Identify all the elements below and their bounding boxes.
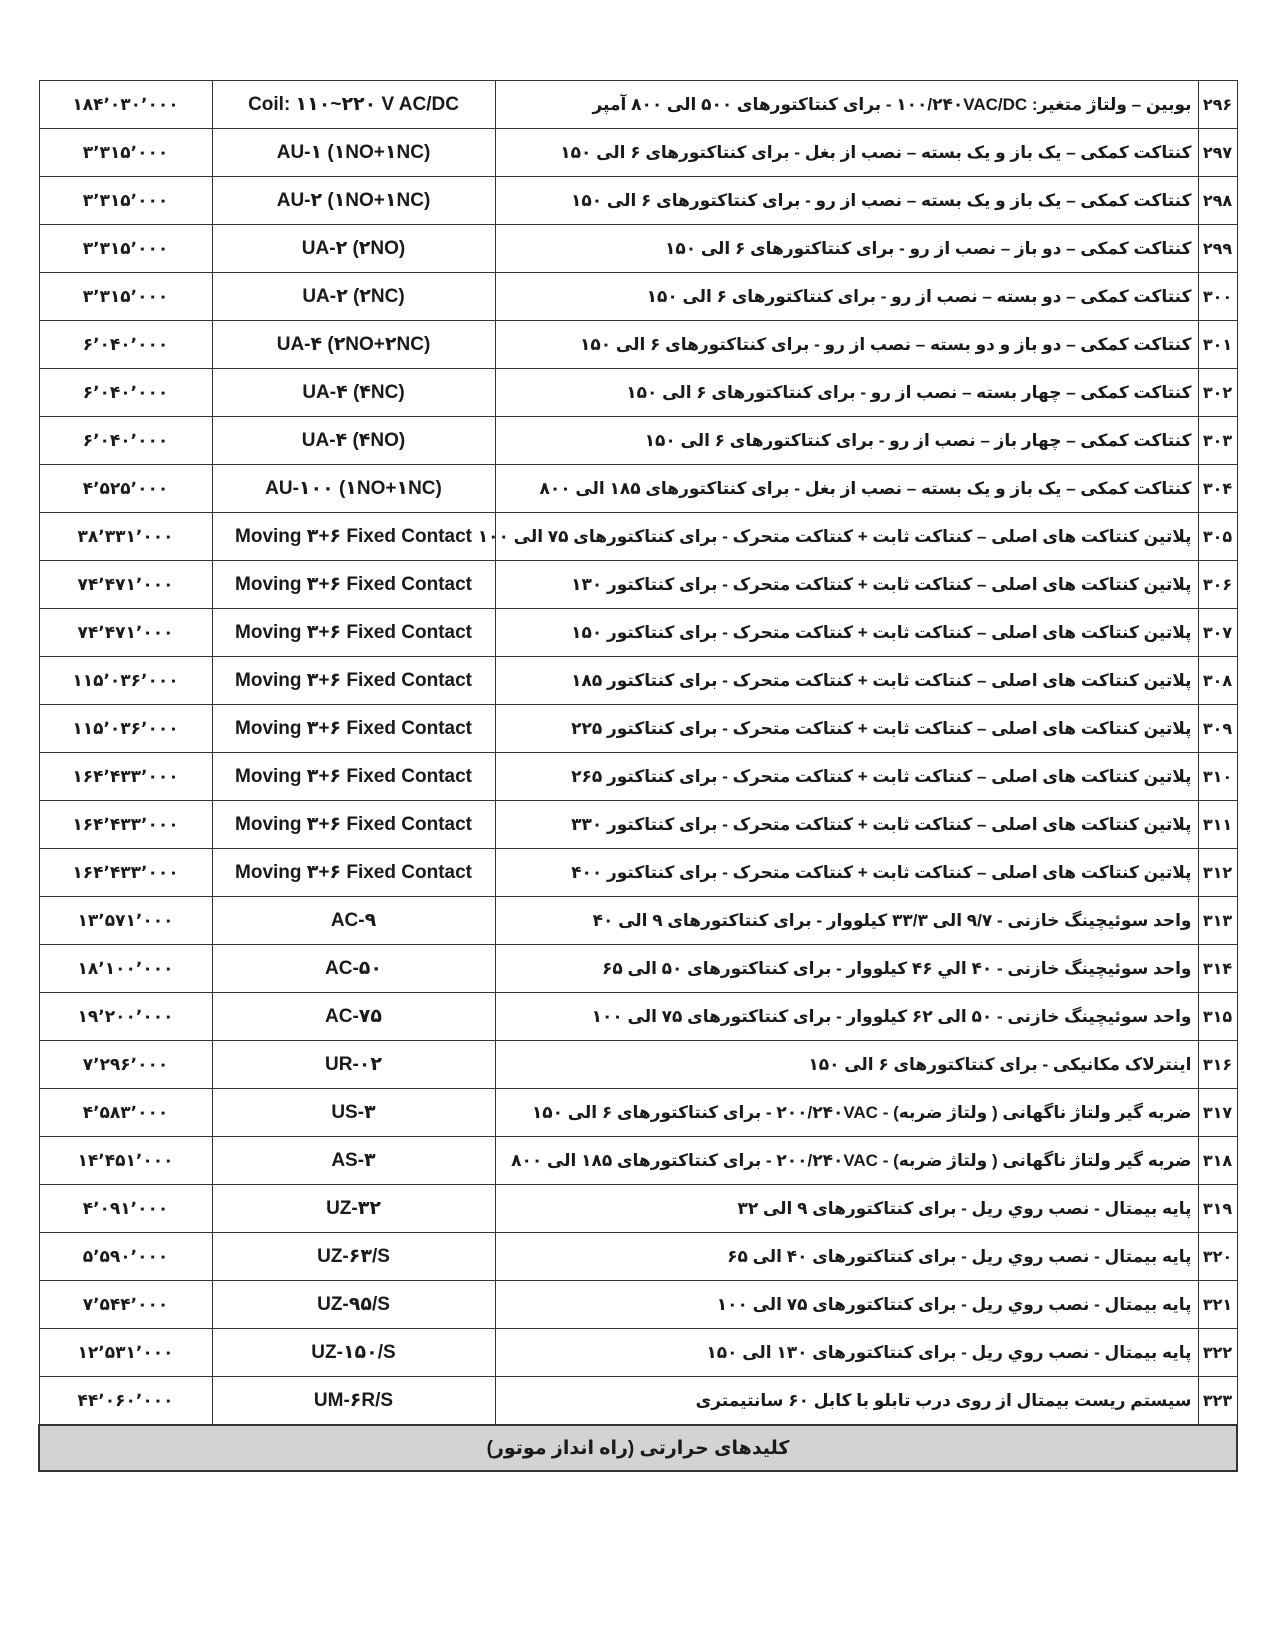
model-cell: Moving ۳+۶ Fixed Contact [212,801,495,849]
description-cell: پایه بیمتال - نصب روي ريل - برای کنتاکتورهای ۴۰ الی ۶۵ [495,1233,1198,1281]
description-cell: پلاتین کنتاکت های اصلی – کنتاکت ثابت + کنتاکت متحرک - برای کنتاکتور ۲۲۵ [495,705,1198,753]
table-row [39,1041,1237,1089]
model-cell: AC-۷۵ [212,993,495,1041]
row-number-cell: ۳۰۷ [1198,609,1237,657]
description-cell: سیستم ریست بیمتال از روی درب تابلو با کابل ۶۰ سانتیمتری [495,1377,1198,1426]
description-cell: کنتاکت کمکی – دو باز و دو بسته – نصب از رو - برای کنتاکتورهای ۶ الی ۱۵۰ [495,321,1198,369]
model-cell: UZ-۱۵۰/S [212,1329,495,1377]
table-row [39,1137,1237,1185]
description-cell: واحد سوئیچینگ خازنی - ۹/۷ الی ۳۳/۳ کیلووار - برای کنتاکتورهای ۹ الی ۴۰ [495,897,1198,945]
price-cell: ۱۶۴٬۴۳۳٬۰۰۰ [39,753,212,801]
row-number-cell: ۳۱۹ [1198,1185,1237,1233]
model-cell: Moving ۳+۶ Fixed Contact [212,561,495,609]
model-cell: Moving ۳+۶ Fixed Contact [212,753,495,801]
price-cell: ۴۴٬۰۶۰٬۰۰۰ [39,1377,212,1426]
row-number-cell: ۳۱۰ [1198,753,1237,801]
table-row [39,753,1237,801]
row-number-cell: ۳۱۸ [1198,1137,1237,1185]
table-row [39,609,1237,657]
price-cell: ۶٬۰۴۰٬۰۰۰ [39,321,212,369]
model-cell: UR-۰۲ [212,1041,495,1089]
table-row [39,1329,1237,1377]
section-header-row [39,1425,1237,1471]
model-cell: UA-۴ (۴NC) [212,369,495,417]
price-cell: ۱۶۴٬۴۳۳٬۰۰۰ [39,801,212,849]
description-cell: پلاتین کنتاکت های اصلی – کنتاکت ثابت + کنتاکت متحرک - برای کنتاکتور ۱۸۵ [495,657,1198,705]
description-cell: پلاتین کنتاکت های اصلی – کنتاکت ثابت + کنتاکت متحرک - برای کنتاکتور ۲۶۵ [495,753,1198,801]
model-cell: UA-۴ (۴NO) [212,417,495,465]
model-cell: UM-۶R/S [212,1377,495,1426]
table-row [39,129,1237,177]
description-cell: کنتاکت کمکی – چهار بسته – نصب از رو - برای کنتاکتورهای ۶ الی ۱۵۰ [495,369,1198,417]
price-cell: ۱۴٬۴۵۱٬۰۰۰ [39,1137,212,1185]
description-cell: پلاتین کنتاکت های اصلی – کنتاکت ثابت + کنتاکت متحرک - برای کنتاکتورهای ۷۵ الی ۱۰۰ [495,513,1198,561]
price-cell: ۱۹٬۲۰۰٬۰۰۰ [39,993,212,1041]
price-cell: ۷٬۵۴۴٬۰۰۰ [39,1281,212,1329]
model-cell: Moving ۳+۶ Fixed Contact [212,609,495,657]
model-cell: Coil: ۱۱۰~۲۲۰ V AC/DC [212,81,495,129]
row-number-cell: ۲۹۸ [1198,177,1237,225]
model-cell: UZ-۳۲ [212,1185,495,1233]
price-cell: ۴٬۰۹۱٬۰۰۰ [39,1185,212,1233]
price-cell: ۵٬۵۹۰٬۰۰۰ [39,1233,212,1281]
description-cell: واحد سوئیچینگ خازنی - ۴۰ الي ۴۶ کیلووار - برای کنتاکتورهای ۵۰ الی ۶۵ [495,945,1198,993]
row-number-cell: ۲۹۶ [1198,81,1237,129]
table-row [39,993,1237,1041]
row-number-cell: ۳۱۴ [1198,945,1237,993]
row-number-cell: ۳۱۷ [1198,1089,1237,1137]
description-cell: پلاتین کنتاکت های اصلی – کنتاکت ثابت + کنتاکت متحرک - برای کنتاکتور ۱۳۰ [495,561,1198,609]
price-table [38,80,1238,1472]
price-cell: ۱۸٬۱۰۰٬۰۰۰ [39,945,212,993]
row-number-cell: ۳۰۳ [1198,417,1237,465]
table-row [39,945,1237,993]
price-cell: ۷۴٬۴۷۱٬۰۰۰ [39,609,212,657]
section-title: کلیدهای حرارتی (راه انداز موتور) [39,1425,1237,1471]
row-number-cell: ۳۰۸ [1198,657,1237,705]
model-cell: Moving ۳+۶ Fixed Contact [212,513,495,561]
row-number-cell: ۳۰۰ [1198,273,1237,321]
model-cell: US-۳ [212,1089,495,1137]
row-number-cell: ۳۰۶ [1198,561,1237,609]
description-cell: اینترلاک مکانیکی - برای کنتاکتورهای ۶ الی ۱۵۰ [495,1041,1198,1089]
table-row [39,1089,1237,1137]
table-row [39,369,1237,417]
description-cell: پلاتین کنتاکت های اصلی – کنتاکت ثابت + کنتاکت متحرک - برای کنتاکتور ۱۵۰ [495,609,1198,657]
model-cell: AS-۳ [212,1137,495,1185]
table-row [39,177,1237,225]
description-cell: ضربه گیر ولتاژ ناگهانی ( ولتاژ ضربه) - ۲۰۰/۲۴۰VAC - برای کنتاکتورهای ۶ الی ۱۵۰ [495,1089,1198,1137]
table-row [39,1377,1237,1426]
model-cell: Moving ۳+۶ Fixed Contact [212,705,495,753]
price-cell: ۱۲٬۵۳۱٬۰۰۰ [39,1329,212,1377]
description-cell: پایه بیمتال - نصب روي ريل - برای کنتاکتورهای ۱۳۰ الی ۱۵۰ [495,1329,1198,1377]
description-cell: ضربه گیر ولتاژ ناگهانی ( ولتاژ ضربه) - ۲۰۰/۲۴۰VAC - برای کنتاکتورهای ۱۸۵ الی ۸۰۰ [495,1137,1198,1185]
price-cell: ۷٬۲۹۶٬۰۰۰ [39,1041,212,1089]
model-cell: UZ-۶۳/S [212,1233,495,1281]
model-cell: AU-۲ (۱NO+۱NC) [212,177,495,225]
row-number-cell: ۳۰۵ [1198,513,1237,561]
table-row [39,417,1237,465]
description-cell: پایه بیمتال - نصب روي ريل - برای کنتاکتورهای ۹ الی ۳۲ [495,1185,1198,1233]
table-row [39,465,1237,513]
price-cell: ۶٬۰۴۰٬۰۰۰ [39,417,212,465]
table-row [39,801,1237,849]
row-number-cell: ۲۹۷ [1198,129,1237,177]
description-cell: کنتاکت کمکی – یک باز و یک بسته – نصب از بغل - برای کنتاکتورهای ۱۸۵ الی ۸۰۰ [495,465,1198,513]
row-number-cell: ۳۲۳ [1198,1377,1237,1426]
description-cell: پایه بیمتال - نصب روي ريل - برای کنتاکتورهای ۷۵ الی ۱۰۰ [495,1281,1198,1329]
row-number-cell: ۳۲۲ [1198,1329,1237,1377]
table-row [39,897,1237,945]
model-cell: AC-۵۰ [212,945,495,993]
row-number-cell: ۳۲۱ [1198,1281,1237,1329]
table-row [39,705,1237,753]
table-row [39,561,1237,609]
price-table-body [39,81,1237,1426]
row-number-cell: ۳۱۶ [1198,1041,1237,1089]
price-cell: ۳٬۳۱۵٬۰۰۰ [39,273,212,321]
description-cell: بوبین – ولتاژ متغیر: ۱۰۰/۲۴۰VAC/DC - برای کنتاکتورهای ۵۰۰ الی ۸۰۰ آمپر [495,81,1198,129]
row-number-cell: ۳۱۵ [1198,993,1237,1041]
description-cell: پلاتین کنتاکت های اصلی – کنتاکت ثابت + کنتاکت متحرک - برای کنتاکتور ۴۰۰ [495,849,1198,897]
row-number-cell: ۳۱۲ [1198,849,1237,897]
model-cell: UZ-۹۵/S [212,1281,495,1329]
price-cell: ۳٬۳۱۵٬۰۰۰ [39,177,212,225]
price-cell: ۱۱۵٬۰۳۶٬۰۰۰ [39,657,212,705]
price-cell: ۴٬۵۸۳٬۰۰۰ [39,1089,212,1137]
table-row [39,225,1237,273]
row-number-cell: ۳۰۲ [1198,369,1237,417]
row-number-cell: ۳۰۴ [1198,465,1237,513]
model-cell: UA-۲ (۲NC) [212,273,495,321]
row-number-cell: ۳۲۰ [1198,1233,1237,1281]
row-number-cell: ۳۰۹ [1198,705,1237,753]
table-row [39,321,1237,369]
description-cell: کنتاکت کمکی – دو بسته – نصب از رو - برای کنتاکتورهای ۶ الی ۱۵۰ [495,273,1198,321]
model-cell: UA-۲ (۲NO) [212,225,495,273]
table-row [39,273,1237,321]
description-cell: کنتاکت کمکی – دو باز – نصب از رو - برای کنتاکتورهای ۶ الی ۱۵۰ [495,225,1198,273]
price-cell: ۳۸٬۳۳۱٬۰۰۰ [39,513,212,561]
description-cell: واحد سوئیچینگ خازنی - ۵۰ الی ۶۲ کیلووار - برای کنتاکتورهای ۷۵ الی ۱۰۰ [495,993,1198,1041]
table-row [39,1185,1237,1233]
model-cell: Moving ۳+۶ Fixed Contact [212,849,495,897]
price-cell: ۷۴٬۴۷۱٬۰۰۰ [39,561,212,609]
price-cell: ۱۱۵٬۰۳۶٬۰۰۰ [39,705,212,753]
table-row [39,513,1237,561]
price-cell: ۱۳٬۵۷۱٬۰۰۰ [39,897,212,945]
row-number-cell: ۳۱۱ [1198,801,1237,849]
model-cell: Moving ۳+۶ Fixed Contact [212,657,495,705]
price-cell: ۳٬۳۱۵٬۰۰۰ [39,129,212,177]
price-cell: ۳٬۳۱۵٬۰۰۰ [39,225,212,273]
description-cell: کنتاکت کمکی – یک باز و یک بسته – نصب از رو - برای کنتاکتورهای ۶ الی ۱۵۰ [495,177,1198,225]
price-cell: ۶٬۰۴۰٬۰۰۰ [39,369,212,417]
table-row [39,657,1237,705]
model-cell: AC-۹ [212,897,495,945]
table-row [39,1281,1237,1329]
table-row [39,81,1237,129]
row-number-cell: ۲۹۹ [1198,225,1237,273]
model-cell: AU-۱۰۰ (۱NO+۱NC) [212,465,495,513]
price-cell: ۱۸۴٬۰۳۰٬۰۰۰ [39,81,212,129]
price-list-sheet [38,80,1238,1472]
description-cell: کنتاکت کمکی – چهار باز – نصب از رو - برای کنتاکتورهای ۶ الی ۱۵۰ [495,417,1198,465]
table-row [39,849,1237,897]
row-number-cell: ۳۱۳ [1198,897,1237,945]
price-cell: ۴٬۵۲۵٬۰۰۰ [39,465,212,513]
description-cell: کنتاکت کمکی – یک باز و یک بسته – نصب از بغل - برای کنتاکتورهای ۶ الی ۱۵۰ [495,129,1198,177]
model-cell: AU-۱ (۱NO+۱NC) [212,129,495,177]
table-row [39,1233,1237,1281]
model-cell: UA-۴ (۲NO+۲NC) [212,321,495,369]
row-number-cell: ۳۰۱ [1198,321,1237,369]
description-cell: پلاتین کنتاکت های اصلی – کنتاکت ثابت + کنتاکت متحرک - برای کنتاکتور ۳۳۰ [495,801,1198,849]
price-cell: ۱۶۴٬۴۳۳٬۰۰۰ [39,849,212,897]
